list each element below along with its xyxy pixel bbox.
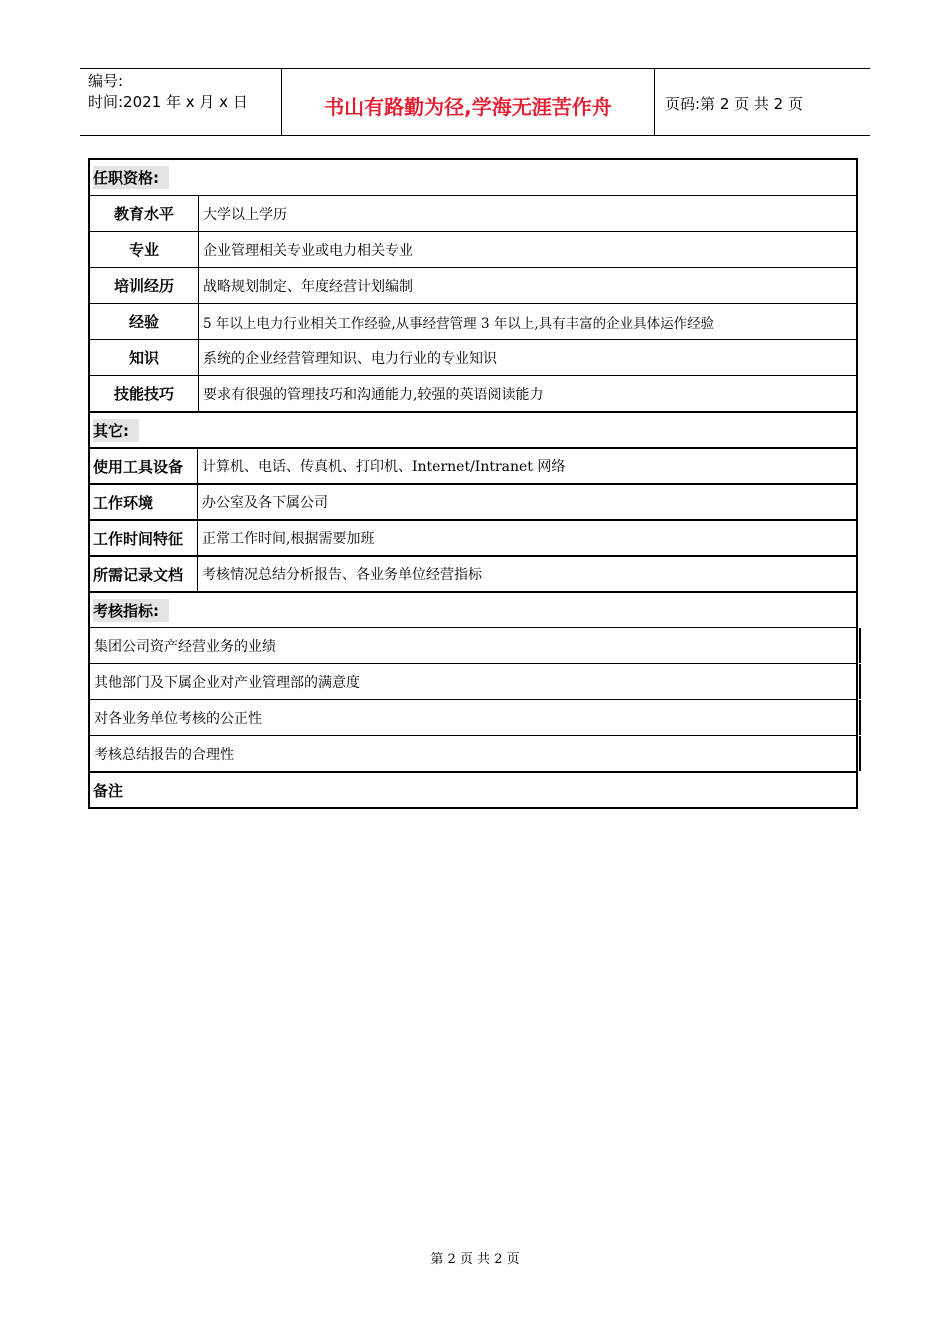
list-item [90, 663, 856, 699]
row-label: 教育水平 [90, 196, 199, 231]
kpi-item: 其他部门及下属企业对产业管理部的满意度 [94, 674, 360, 691]
header-motto: 书山有路勤为径,学海无涯苦作舟 [324, 95, 612, 119]
row-value: 考核情况总结分析报告、各业务单位经营指标 [202, 567, 482, 583]
row-label: 工作时间特征 [90, 521, 198, 555]
list-item [90, 627, 856, 663]
page-footer: 第 2 页 共 2 页 [430, 1252, 520, 1267]
section-header-qualifications [90, 160, 856, 195]
section-header-kpi [90, 591, 856, 627]
header-divider [654, 69, 655, 135]
row-label: 经验 [90, 304, 199, 339]
row-label: 工作环境 [90, 485, 198, 519]
job-description-table [88, 158, 858, 809]
row-label: 使用工具设备 [90, 449, 198, 483]
page-header [80, 68, 870, 136]
kpi-item: 对各业务单位考核的公正性 [94, 710, 262, 727]
section-header-others [90, 411, 856, 447]
row-value: 要求有很强的管理技巧和沟通能力,较强的英语阅读能力 [203, 386, 544, 403]
table-row [90, 267, 856, 303]
table-row [90, 519, 856, 555]
section-title: 其它: [93, 419, 139, 442]
row-label: 培训经历 [90, 268, 199, 303]
section-title: 考核指标: [93, 599, 169, 622]
row-value: 战略规划制定、年度经营计划编制 [203, 278, 413, 295]
section-title: 备注 [93, 781, 124, 800]
header-page-info: 页码:第 2 页 共 2 页 [665, 95, 803, 113]
row-value: 办公室及各下属公司 [202, 495, 328, 511]
row-value: 5 年以上电力行业相关工作经验,从事经营管理 3 年以上,具有丰富的企业具体运作经验 [203, 315, 715, 332]
table-row [90, 339, 856, 375]
row-value: 正常工作时间,根据需要加班 [202, 531, 375, 547]
table-row [90, 447, 856, 483]
table-row [90, 231, 856, 267]
row-value: 企业管理相关专业或电力相关专业 [203, 242, 413, 259]
row-value: 系统的企业经营管理知识、电力行业的专业知识 [203, 350, 497, 367]
row-value: 大学以上学历 [203, 206, 287, 223]
row-label: 技能技巧 [90, 376, 199, 411]
table-row [90, 555, 856, 591]
table-row [90, 483, 856, 519]
section-title: 任职资格: [93, 166, 169, 189]
table-row [90, 303, 856, 339]
row-value: 计算机、电话、传真机、打印机、Internet/Intranet 网络 [202, 459, 566, 475]
document-number: 编号: [88, 72, 124, 90]
table-row [90, 195, 856, 231]
kpi-item: 集团公司资产经营业务的业绩 [94, 638, 276, 655]
row-label: 知识 [90, 340, 199, 375]
list-item [90, 735, 856, 771]
document-date: 时间:2021 年 x 月 x 日 [88, 93, 248, 111]
table-row [90, 375, 856, 411]
kpi-item: 考核总结报告的合理性 [94, 746, 234, 763]
row-label: 所需记录文档 [90, 557, 198, 591]
row-label: 专业 [90, 232, 199, 267]
section-header-remarks [90, 771, 856, 807]
list-item [90, 699, 856, 735]
header-meta [88, 71, 248, 113]
